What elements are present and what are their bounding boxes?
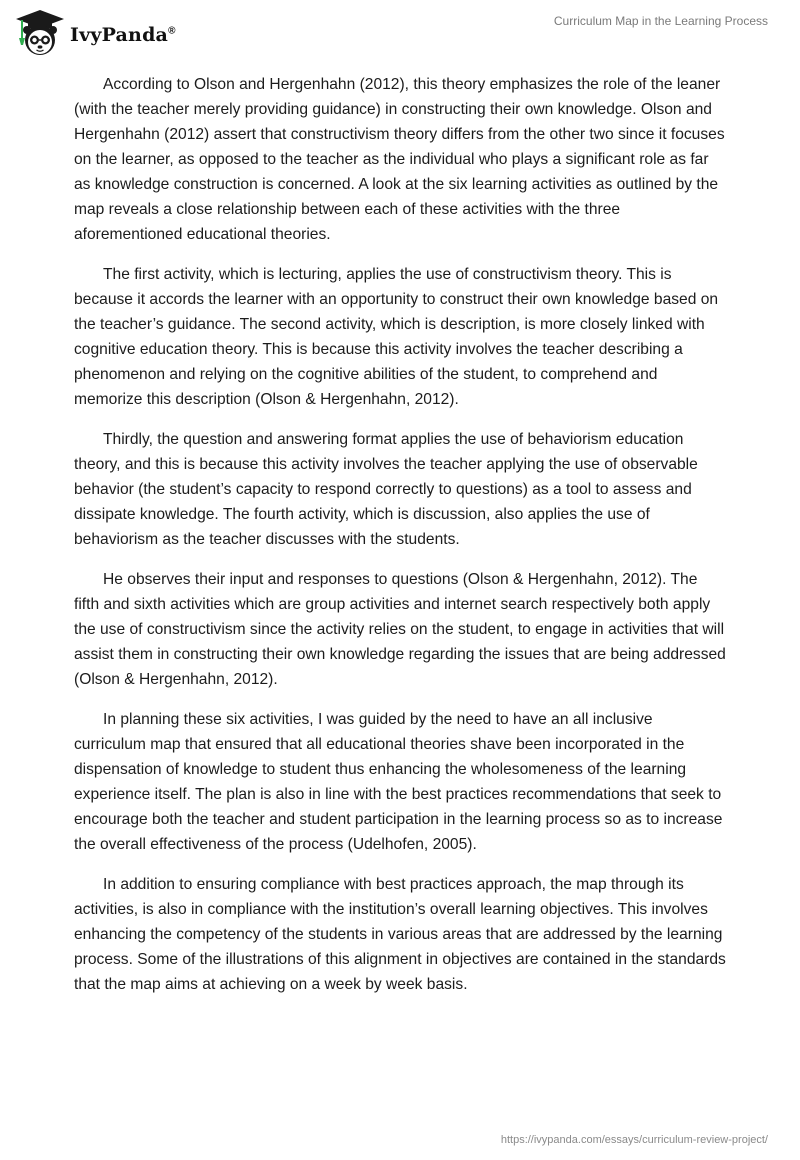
paragraph: According to Olson and Hergenhahn (2012), this theory emphasizes the role of the leaner (with the teacher merely providing guidance) in constructing their own knowledge. Olson and Hergenhahn (2012) assert that constructivism theory differs from the other two since it focuses on the learner, as opposed to the teacher as the individual who plays a significant role as far as knowledge construction is concerned. A look at the six learning activities as outlined by the map reveals a close relationship between each of these activities with the three aforementioned educational theories. [74,76,725,243]
paragraph: In addition to ensuring compliance with best practices approach, the map through its activities, is also in compliance with the institution’s overall learning objectives. This involves enhancing the competency of the students in various areas that are addressed by the learning process. Some of the illustrations of this alignment in objectives are contained in the standards that the map aims at achieving on a week by week basis. [74,876,726,993]
essay-body [74,72,726,1012]
paragraph: He observes their input and responses to questions (Olson & Hergenhahn, 2012). The fifth and sixth activities which are group activities and internet search respectively both apply the use of constructivism since the activity relies on the student, to engage in activities that will assist them in constructing their own knowledge regarding the issues that are being addressed (Olson & Hergenhahn, 2012). [74,571,726,688]
panda-graduate-logo-icon [14,8,66,58]
running-title: Curriculum Map in the Learning Process [553,14,768,28]
paragraph: Thirdly, the question and answering format applies the use of behaviorism education theory, and this is because this activity involves the teacher applying the use of observable behavior (the student’s capacity to respond correctly to questions) as a tool to assess and dissipate knowledge. The fourth activity, which is discussion, also applies the use of behaviorism as the teacher discusses with the students. [74,431,698,548]
source-url-link[interactable]: https://ivypanda.com/essays/curriculum-review-project/ [500,1134,768,1146]
page-header [0,0,800,60]
registered-mark: ® [168,25,176,37]
paragraph: The first activity, which is lecturing, applies the use of constructivism theory. This is because it accords the learner with an opportunity to construct their own knowledge based on the teacher’s guidance. The second activity, which is description, is more closely linked with cognitive education theory. This is because this activity involves the teacher describing a phenomenon and relying on the cognitive abilities of the student, to comprehend and memorize this description (Olson & Hergenhahn, 2012). [74,266,719,408]
brand-logo[interactable] [14,8,176,58]
paragraph: In planning these six activities, I was guided by the need to have an all inclusive curriculum map that ensured that all educational theories shave been incorporated in the dispensation of knowledge to student thus enhancing the wholesomeness of the learning experience itself. The plan is also in line with the best practices recommendations that seek to encourage both the teacher and student participation in the learning process so as to increase the overall effectiveness of the process (Udelhofen, 2005). [74,711,723,853]
brand-name: IvyPanda® [70,24,176,46]
